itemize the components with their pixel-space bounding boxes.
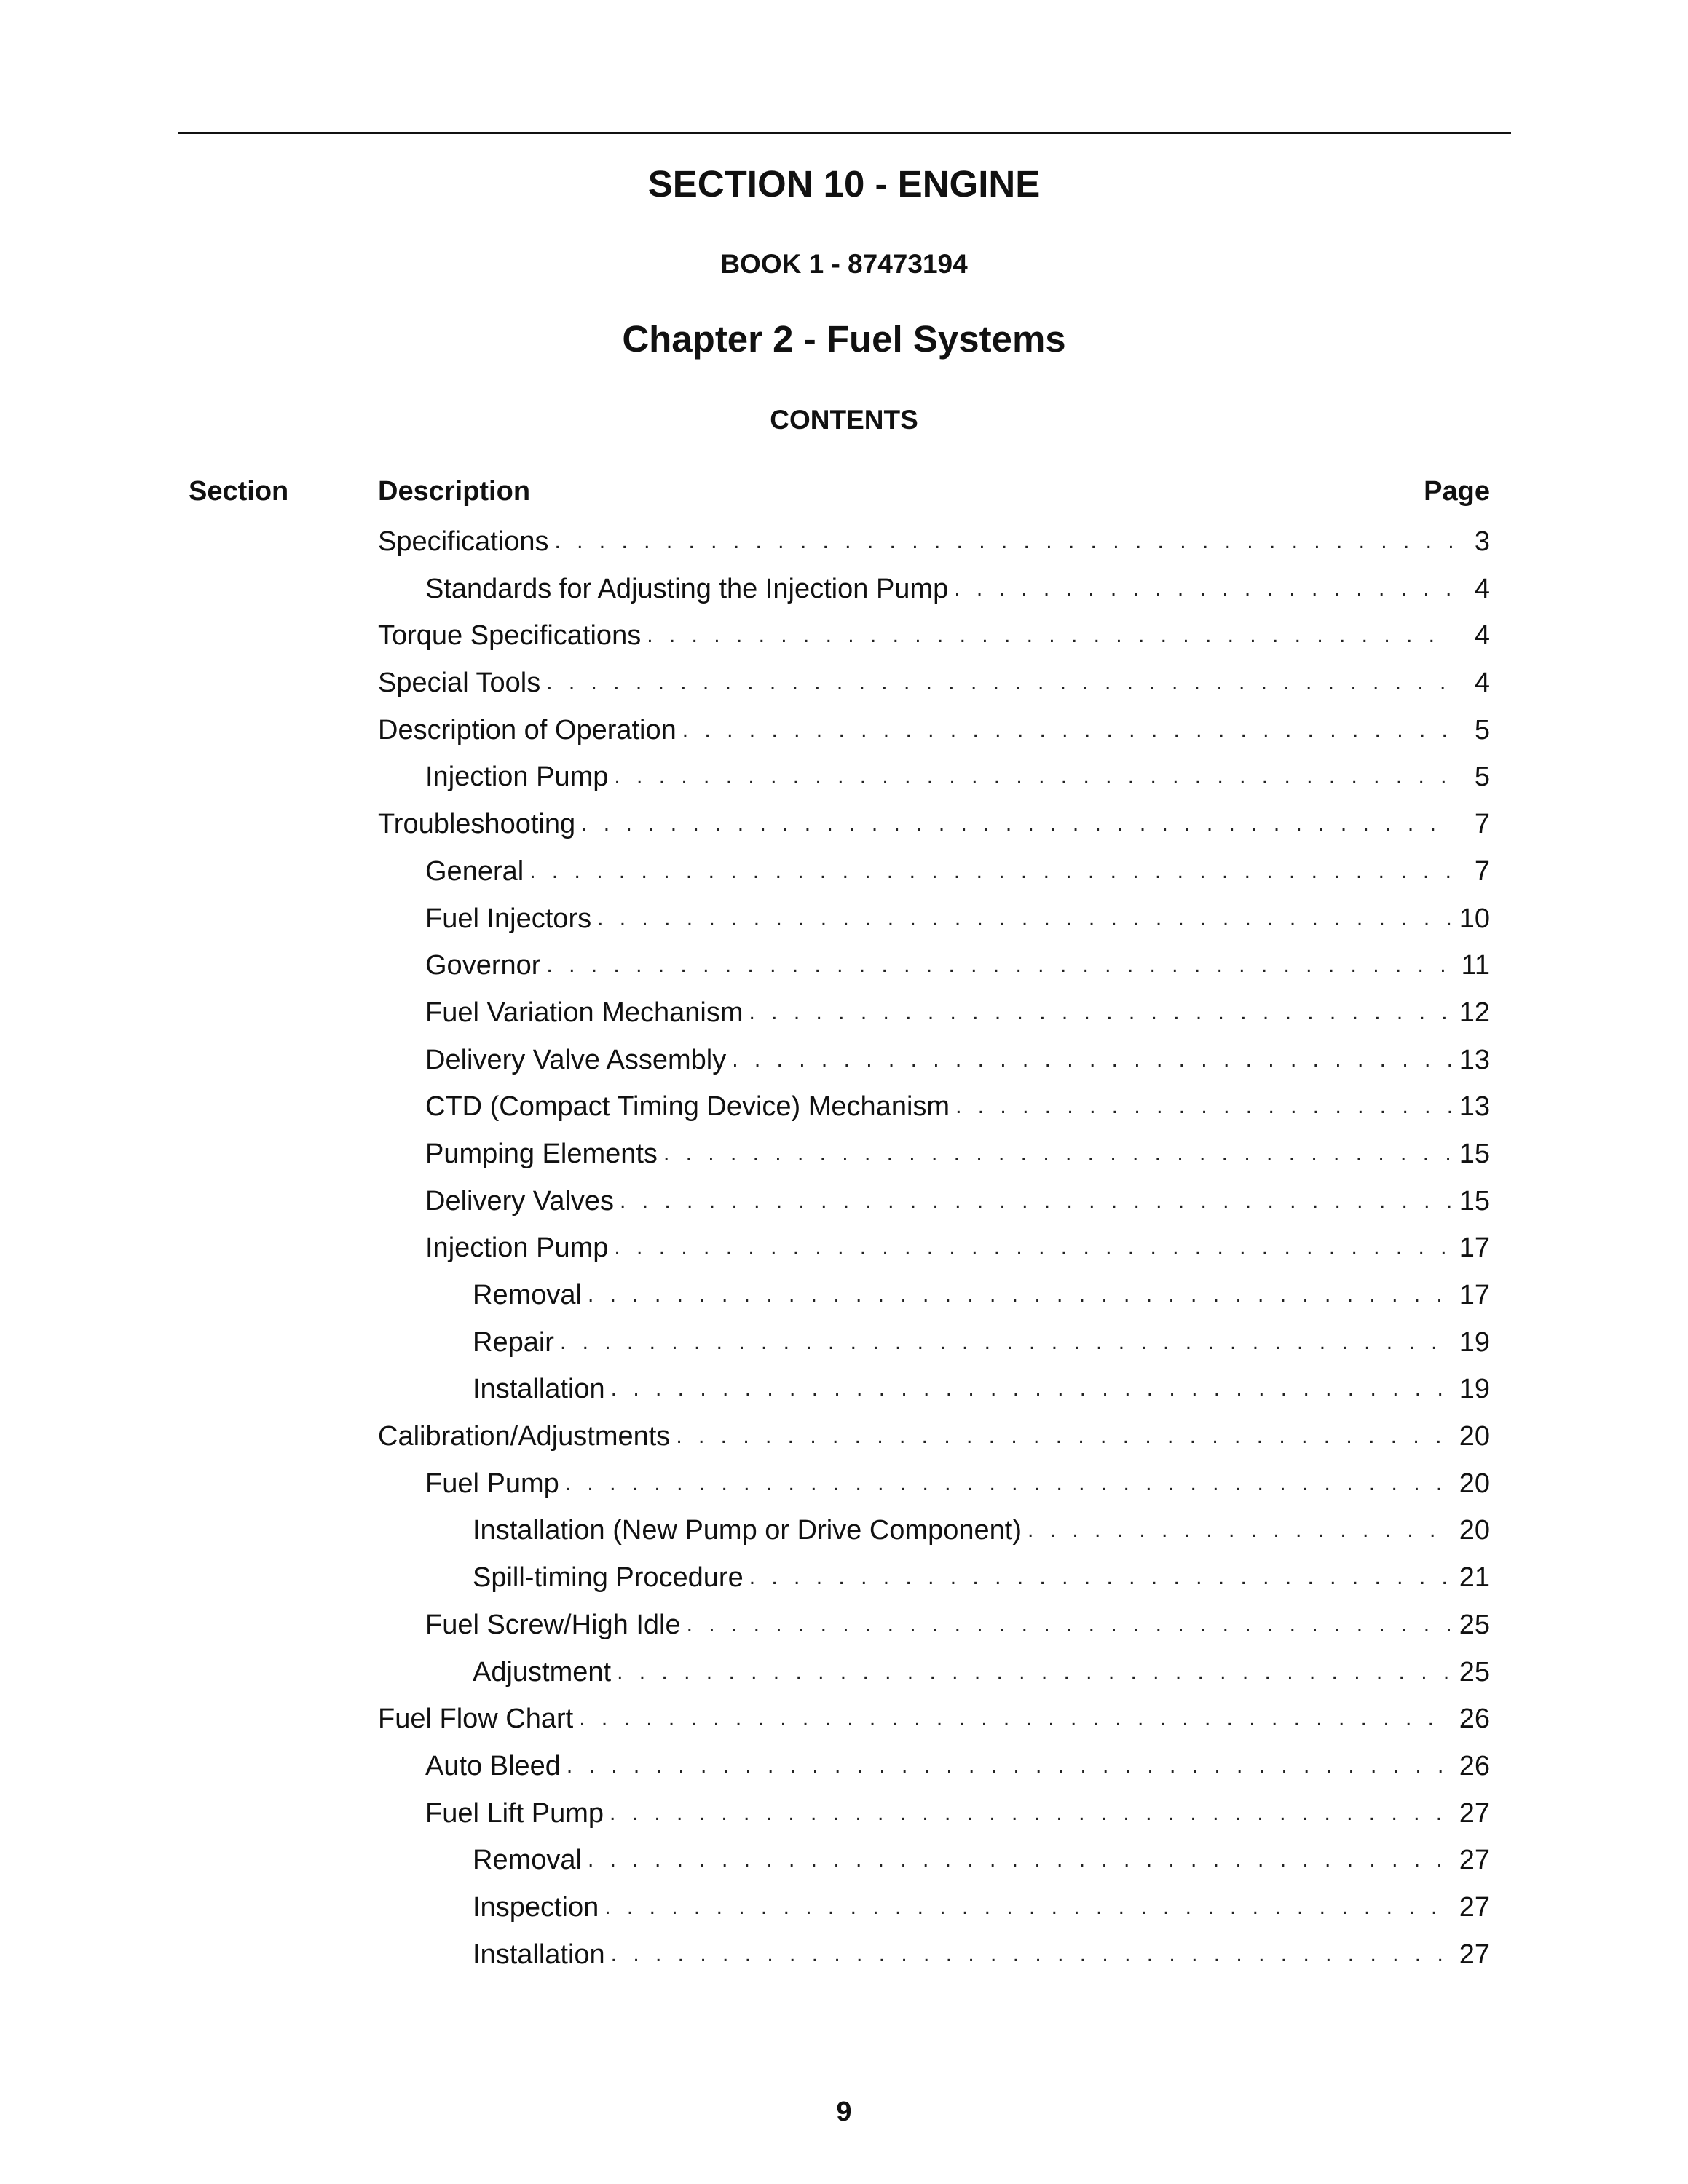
- dot-leader: [749, 989, 1452, 1037]
- toc-entry-page: 5: [1474, 761, 1490, 793]
- toc-entry-page: 25: [1459, 1656, 1490, 1688]
- toc-entry: [378, 1413, 1490, 1460]
- dot-leader: [581, 801, 1452, 848]
- toc-entry-title: Special Tools: [378, 668, 541, 699]
- toc-entry: [378, 1037, 1490, 1084]
- toc-entry: [378, 707, 1490, 754]
- contents-heading: CONTENTS: [770, 405, 918, 435]
- toc-entry-title: Pumping Elements: [425, 1138, 658, 1169]
- toc-entry-title: Description of Operation: [378, 714, 677, 745]
- toc-entry: [378, 1507, 1490, 1554]
- dot-leader: [588, 1837, 1452, 1884]
- toc-entry-title: Adjustment: [473, 1656, 612, 1688]
- toc-entry-title: CTD (Compact Timing Device) Mechanism: [425, 1091, 950, 1123]
- toc-entry-page: 15: [1459, 1138, 1490, 1169]
- page-column-header: Page: [1424, 476, 1490, 507]
- toc-entry-title: Governor: [425, 950, 541, 981]
- book-title: BOOK 1 - 87473194: [720, 249, 968, 279]
- table-of-contents: [378, 518, 1490, 1978]
- dot-leader: [588, 1272, 1452, 1319]
- toc-entry: [378, 1178, 1490, 1225]
- toc-entry-page: 19: [1459, 1374, 1490, 1405]
- toc-entry: [378, 1837, 1490, 1884]
- dot-leader: [554, 518, 1452, 566]
- toc-entry: [378, 660, 1490, 707]
- dot-leader: [546, 660, 1452, 707]
- dot-leader: [617, 1649, 1452, 1696]
- toc-entry-page: 5: [1474, 714, 1490, 745]
- toc-entry-page: 17: [1459, 1233, 1490, 1264]
- toc-entry-page: 17: [1459, 1280, 1490, 1310]
- dot-leader: [546, 942, 1452, 989]
- section-title: SECTION 10 - ENGINE: [647, 163, 1041, 205]
- dot-leader: [663, 1131, 1452, 1178]
- toc-entry-title: Injection Pump: [425, 761, 609, 793]
- toc-entry: [378, 1884, 1490, 1931]
- toc-entry-page: 25: [1459, 1609, 1490, 1640]
- toc-entry-page: 26: [1459, 1704, 1490, 1735]
- toc-entry-title: Installation: [473, 1939, 605, 1970]
- toc-entry: [378, 989, 1490, 1037]
- page-number: 9: [836, 2097, 852, 2127]
- toc-entry-page: 3: [1474, 526, 1490, 557]
- toc-entry-page: 7: [1474, 855, 1490, 887]
- toc-entry-page: 13: [1459, 1091, 1490, 1123]
- toc-entry-title: Calibration/Adjustments: [378, 1421, 671, 1452]
- toc-entry-title: Inspection: [473, 1891, 599, 1923]
- dot-leader: [597, 895, 1452, 943]
- dot-leader: [579, 1696, 1452, 1743]
- dot-leader: [529, 848, 1452, 895]
- toc-entry-page: 4: [1474, 620, 1490, 652]
- toc-entry-title: Fuel Injectors: [425, 903, 592, 934]
- toc-entry: [378, 1366, 1490, 1413]
- toc-entry: [378, 566, 1490, 613]
- toc-entry: [378, 612, 1490, 660]
- toc-entry: [378, 801, 1490, 848]
- dot-leader: [565, 1460, 1452, 1508]
- toc-entry-title: Specifications: [378, 526, 549, 557]
- toc-entry-title: Injection Pump: [425, 1233, 609, 1264]
- toc-entry: [378, 942, 1490, 989]
- toc-entry-page: 27: [1459, 1845, 1490, 1876]
- toc-entry: [378, 1460, 1490, 1508]
- dot-leader: [647, 612, 1452, 660]
- toc-entry: [378, 895, 1490, 943]
- toc-entry: [378, 1083, 1490, 1131]
- toc-entry-page: 13: [1459, 1044, 1490, 1075]
- toc-entry-title: Auto Bleed: [425, 1750, 561, 1781]
- toc-entry-page: 26: [1459, 1750, 1490, 1781]
- dot-leader: [676, 1413, 1452, 1460]
- dot-leader: [954, 566, 1452, 613]
- toc-entry-title: Torque Specifications: [378, 620, 642, 652]
- toc-entry-page: 4: [1474, 668, 1490, 699]
- toc-entry: [378, 848, 1490, 895]
- toc-entry: [378, 518, 1490, 566]
- toc-entry-page: 20: [1459, 1421, 1490, 1452]
- toc-entry-title: Fuel Pump: [425, 1468, 559, 1499]
- dot-leader: [682, 707, 1452, 754]
- toc-entry-page: 10: [1459, 903, 1490, 934]
- toc-entry-page: 27: [1459, 1797, 1490, 1829]
- toc-entry: [378, 1790, 1490, 1837]
- dot-leader: [614, 753, 1452, 801]
- toc-entry-page: 27: [1459, 1891, 1490, 1923]
- toc-entry-title: Repair: [473, 1326, 554, 1358]
- dot-leader: [560, 1319, 1452, 1366]
- toc-entry-title: General: [425, 855, 524, 887]
- toc-entry-title: Installation (New Pump or Drive Component): [473, 1515, 1022, 1546]
- toc-entry-title: Removal: [473, 1845, 582, 1876]
- dot-leader: [620, 1178, 1452, 1225]
- dot-leader: [732, 1037, 1452, 1084]
- toc-entry-title: Delivery Valve Assembly: [425, 1044, 727, 1075]
- chapter-title: Chapter 2 - Fuel Systems: [622, 318, 1066, 360]
- toc-entry-page: 15: [1459, 1185, 1490, 1216]
- dot-leader: [610, 1790, 1452, 1837]
- toc-entry: [378, 1272, 1490, 1319]
- toc-entry: [378, 1131, 1490, 1178]
- dot-leader: [611, 1366, 1452, 1413]
- dot-leader: [611, 1931, 1452, 1979]
- dot-leader: [749, 1554, 1452, 1602]
- toc-entry-page: 11: [1461, 950, 1490, 981]
- toc-entry: [378, 1696, 1490, 1743]
- toc-entry-title: Fuel Lift Pump: [425, 1797, 604, 1829]
- toc-entry-title: Fuel Flow Chart: [378, 1704, 574, 1735]
- top-rule: [178, 132, 1511, 134]
- dot-leader: [604, 1884, 1452, 1931]
- toc-entry: [378, 1319, 1490, 1366]
- toc-entry-page: 12: [1459, 997, 1490, 1028]
- toc-entry-page: 21: [1459, 1562, 1490, 1594]
- dot-leader: [955, 1083, 1452, 1131]
- dot-leader: [567, 1743, 1452, 1790]
- toc-entry-page: 4: [1474, 573, 1490, 604]
- dot-leader: [614, 1224, 1452, 1272]
- toc-entry: [378, 1743, 1490, 1790]
- toc-entry-page: 27: [1459, 1939, 1490, 1970]
- toc-entry-title: Delivery Valves: [425, 1185, 615, 1216]
- toc-entry-title: Removal: [473, 1280, 582, 1310]
- dot-leader: [1028, 1507, 1452, 1554]
- section-column-header: Section: [189, 476, 289, 507]
- dot-leader: [687, 1602, 1452, 1649]
- toc-entry-title: Fuel Screw/High Idle: [425, 1609, 681, 1640]
- toc-entry: [378, 1224, 1490, 1272]
- toc-entry-page: 19: [1459, 1326, 1490, 1358]
- toc-entry: [378, 753, 1490, 801]
- toc-entry-page: 7: [1474, 809, 1490, 840]
- toc-entry-title: Installation: [473, 1374, 605, 1405]
- toc-entry-title: Standards for Adjusting the Injection Pump: [425, 573, 949, 604]
- toc-entry: [378, 1931, 1490, 1979]
- toc-entry-title: Spill-timing Procedure: [473, 1562, 744, 1594]
- toc-entry-page: 20: [1459, 1515, 1490, 1546]
- toc-entry-page: 20: [1459, 1468, 1490, 1499]
- toc-entry-title: Troubleshooting: [378, 809, 576, 840]
- toc-entry: [378, 1554, 1490, 1602]
- toc-entry: [378, 1602, 1490, 1649]
- description-column-header: Description: [378, 476, 531, 507]
- toc-entry: [378, 1649, 1490, 1696]
- toc-entry-title: Fuel Variation Mechanism: [425, 997, 744, 1028]
